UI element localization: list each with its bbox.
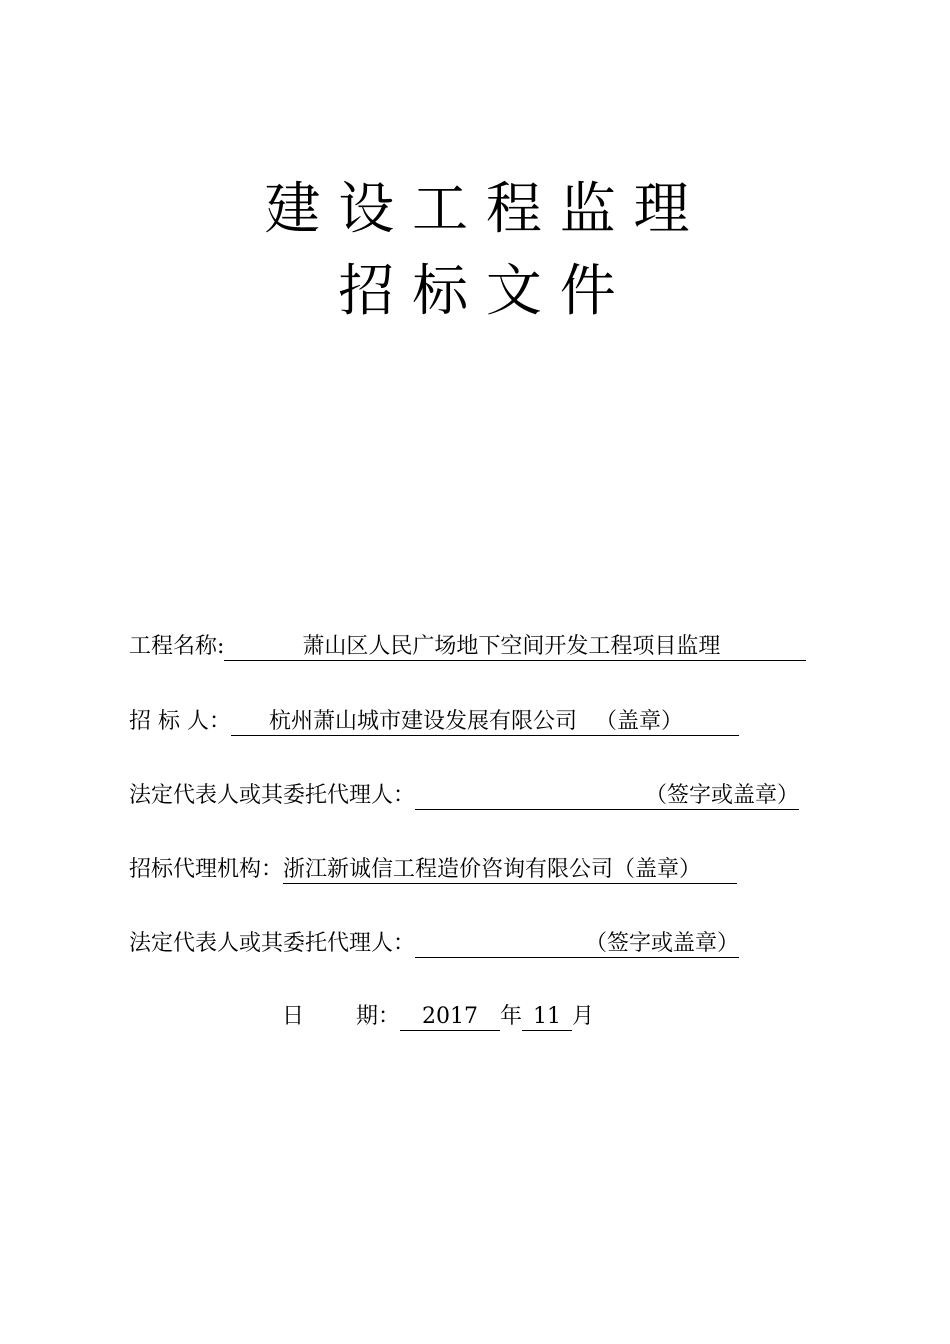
agency-value-line [283, 857, 737, 884]
agency-legal-rep-row [115, 899, 739, 959]
project-name-row [115, 602, 806, 662]
tenderer-label: 招 标 人： [129, 709, 231, 734]
date-month-unit: 月 [572, 1004, 595, 1029]
date-row [268, 972, 594, 1032]
document-title-line-1: 建 设 工 程 监 理 [264, 177, 690, 242]
tenderer-seal-note: （盖章） [595, 709, 684, 734]
project-name-label: 工程名称: [129, 634, 225, 659]
date-month: 11 [522, 1004, 572, 1031]
agency-legal-rep-label: 法定代表人或其委托代理人： [129, 931, 416, 956]
tenderer-legal-rep-note: （签字或盖章） [645, 783, 800, 808]
date-year-unit: 年 [500, 1004, 523, 1029]
date-label-day: 日 [282, 1004, 305, 1029]
document-title-line-2: 招 标 文 件 [338, 259, 616, 324]
agency-legal-rep-note: （签字或盖章） [585, 931, 740, 956]
date-year: 2017 [400, 1004, 500, 1031]
agency-label: 招标代理机构： [129, 857, 284, 882]
agency-row [115, 825, 737, 885]
project-name-value: 萧山区人民广场地下空间开发工程项目监理 [302, 634, 721, 659]
tenderer-value-line [231, 709, 739, 736]
agency-value: 浙江新诚信工程造价咨询有限公司（盖章） [283, 857, 702, 882]
tenderer-legal-rep-signature-line [415, 783, 799, 810]
agency-legal-rep-signature-line [415, 931, 739, 958]
tenderer-value: 杭州萧山城市建设发展有限公司 [269, 709, 578, 734]
date-label-period: 期： [356, 1004, 401, 1029]
tenderer-row [115, 677, 739, 737]
project-name-value-line [224, 634, 806, 661]
tenderer-legal-rep-label: 法定代表人或其委托代理人： [129, 783, 416, 808]
tenderer-legal-rep-row [115, 751, 799, 811]
